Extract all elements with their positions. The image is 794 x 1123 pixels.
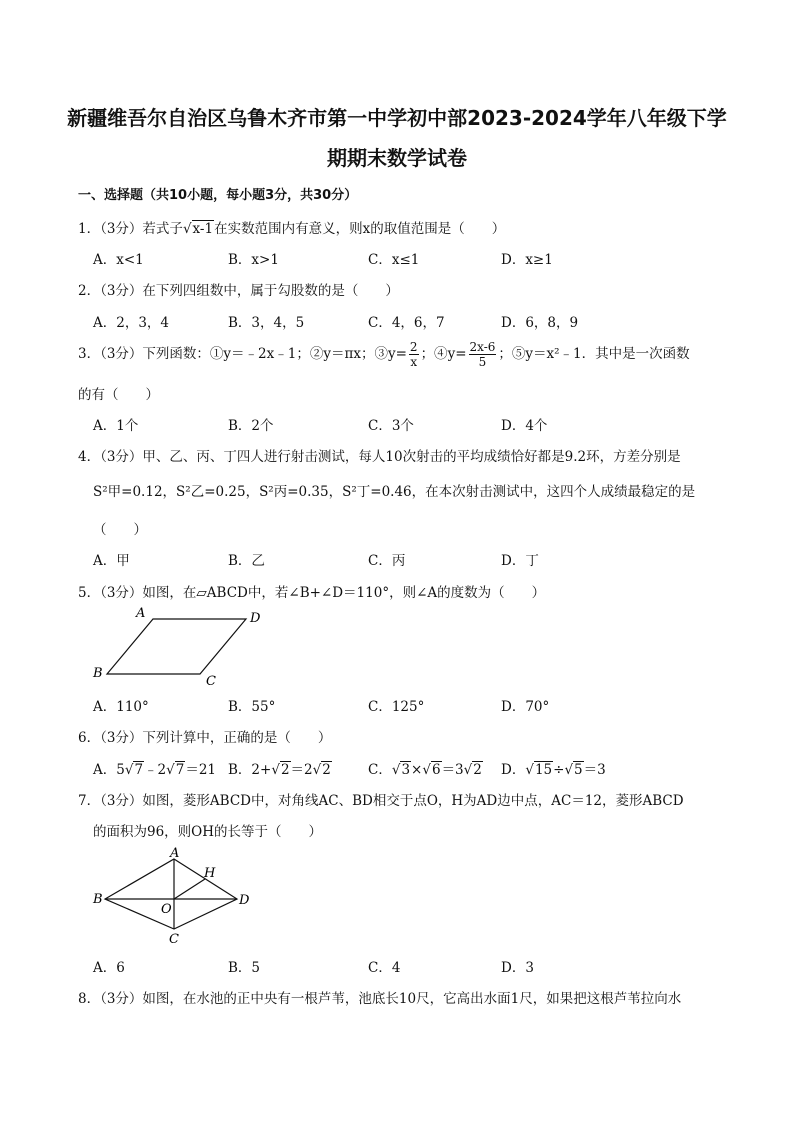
- q6-d-part2: ÷: [553, 762, 565, 778]
- variance-jia: S²甲=0.12: [93, 484, 163, 500]
- q3-f1-lhs: y=: [387, 346, 407, 362]
- question-7: 7．（3分）如图，菱形ABCD中，对角线AC、BD相交于点O，H为AD边中点，AC＝12，菱形ABCD: [78, 793, 684, 809]
- q6-c-radicand2: 6: [431, 762, 441, 778]
- question-6: 6．（3分）下列计算中，正确的是（ ）: [78, 730, 332, 746]
- q3-f1-den: x: [410, 355, 418, 369]
- q6-a-part3: ＝21: [185, 762, 217, 778]
- label-d: D: [239, 893, 250, 908]
- q7-option-d[interactable]: D．3: [501, 960, 534, 976]
- variance-yi: S²乙=0.25: [176, 484, 246, 500]
- rhombus-abcd: [105, 859, 237, 929]
- section-heading: 一、选择题（共10小题，每小题3分，共30分）: [78, 188, 358, 203]
- q7-option-a[interactable]: A．6: [93, 960, 125, 976]
- q2-option-c[interactable]: C．4，6，7: [368, 315, 445, 331]
- q6-option-b[interactable]: B．2+√2＝2√2: [228, 762, 331, 778]
- q3-f1-num: 2: [409, 340, 418, 354]
- q6-a-part2: ﹣2: [144, 762, 167, 778]
- q4-option-c[interactable]: C．丙: [368, 553, 406, 569]
- q5-option-d[interactable]: D．70°: [501, 699, 550, 715]
- sqrt-symbol: √: [182, 221, 192, 237]
- q3-option-d[interactable]: D．4个: [501, 418, 548, 434]
- q1-option-a[interactable]: A．x<1: [93, 252, 144, 268]
- q4-option-a[interactable]: A．甲: [93, 553, 130, 569]
- label-h: H: [204, 866, 216, 881]
- q1-option-c[interactable]: C．x≤1: [368, 252, 420, 268]
- q6-a-radicand1: 7: [134, 762, 144, 778]
- q3-f2-lhs: y=: [447, 346, 467, 362]
- q6-a-radicand2: 7: [175, 762, 185, 778]
- q6-c-radicand3: 2: [473, 762, 482, 778]
- q2-option-b[interactable]: B．3，4，5: [228, 315, 305, 331]
- question-4: 4．（3分）甲、乙、丙、丁四人进行射击测试，每人10次射击的平均成绩恰好都是9.2环，方差分别是: [78, 449, 681, 465]
- q4-sep-2: ，: [245, 484, 260, 500]
- q6-c-part2: ×: [411, 762, 423, 778]
- question-3: [78, 340, 690, 369]
- variance-ding: S²丁=0.46: [342, 484, 412, 500]
- q3-option-c[interactable]: C．3个: [368, 418, 414, 434]
- q7-line2: 的面积为96，则OH的长等于（ ）: [93, 824, 323, 840]
- label-a: A: [170, 846, 180, 861]
- q6-b-radicand1: 2: [280, 762, 290, 778]
- q6-b-part1: B．2+: [228, 762, 272, 778]
- label-d: D: [250, 611, 261, 626]
- label-b: B: [93, 666, 103, 681]
- q6-b-radicand2: 2: [322, 762, 331, 778]
- q3-line2: 的有（ ）: [78, 387, 159, 403]
- q4-variances: [93, 480, 695, 500]
- q6-d-part3: ＝3: [583, 762, 606, 778]
- q6-d-part1: D．: [501, 762, 526, 778]
- q5-option-a[interactable]: A．110°: [93, 699, 149, 715]
- parallelogram-abcd: [107, 619, 246, 674]
- label-o: O: [161, 902, 172, 917]
- exam-title-line2: 期期末数学试卷: [327, 146, 467, 170]
- label-a: A: [136, 606, 146, 621]
- q6-d-radicand2: 5: [574, 762, 583, 778]
- q1-prefix: 1．（3分）若式子: [78, 221, 183, 237]
- q5-option-b[interactable]: B．55°: [228, 699, 276, 715]
- parallelogram-figure: [90, 600, 280, 690]
- fraction-2x6-over-5: [469, 340, 497, 369]
- q6-c-radicand1: 3: [401, 762, 411, 778]
- q6-option-c[interactable]: C．√3×√6＝3√2: [368, 762, 482, 778]
- q3-part1: 3．（3分）下列函数：①y＝﹣2x﹣1；②y＝πx；③: [78, 346, 388, 362]
- q4-option-b[interactable]: B．乙: [228, 553, 265, 569]
- q1-suffix: 在实数范围内有意义，则x的取值范围是（ ）: [214, 221, 506, 237]
- q3-part3: ；⑤y＝x²﹣1．其中是一次函数: [498, 346, 690, 362]
- q4-line3: （ ）: [93, 522, 147, 538]
- q4-sep-3: ，: [328, 484, 343, 500]
- segment-oh: [174, 879, 205, 899]
- q6-d-radicand1: 15: [534, 762, 553, 778]
- exam-title-line1: 新疆维吾尔自治区乌鲁木齐市第一中学初中部2023-2024学年八年级下学: [67, 106, 727, 130]
- q6-c-part1: C．: [368, 762, 392, 778]
- question-1: [78, 217, 505, 237]
- question-2: 2．（3分）在下列四组数中，属于勾股数的是（ ）: [78, 283, 399, 299]
- label-b: B: [93, 892, 103, 907]
- label-c: C: [206, 674, 216, 689]
- label-c: C: [169, 932, 179, 947]
- q3-option-a[interactable]: A．1个: [93, 418, 139, 434]
- q6-option-d[interactable]: D．√15÷√5＝3: [501, 762, 606, 778]
- variance-bing: S²丙=0.35: [259, 484, 329, 500]
- q7-option-b[interactable]: B．5: [228, 960, 261, 976]
- rhombus-figure: [88, 843, 263, 948]
- q3-f2-den: 5: [478, 355, 487, 369]
- q6-option-a[interactable]: A．5√7﹣2√7＝21: [93, 762, 217, 778]
- q4-option-d[interactable]: D．丁: [501, 553, 539, 569]
- q6-a-part1: A．5: [93, 762, 125, 778]
- q6-c-part3: ＝3: [441, 762, 464, 778]
- q3-option-b[interactable]: B．2个: [228, 418, 274, 434]
- q3-f2-num: 2x-6: [469, 340, 496, 354]
- q4-tail: ，在本次射击测试中，这四个人成绩最稳定的是: [411, 484, 696, 500]
- q7-option-c[interactable]: C．4: [368, 960, 401, 976]
- q3-part2: ；④: [420, 346, 448, 362]
- q1-option-b[interactable]: B．x>1: [228, 252, 279, 268]
- q1-option-d[interactable]: D．x≥1: [501, 252, 553, 268]
- q4-sep-1: ，: [162, 484, 177, 500]
- question-5: 5．（3分）如图，在▱ABCD中，若∠B+∠D＝110°，则∠A的度数为（ ）: [78, 585, 546, 601]
- q2-option-d[interactable]: D．6，8，9: [501, 315, 579, 331]
- q6-b-part2: ＝2: [290, 762, 313, 778]
- question-8: 8．（3分）如图，在水池的正中央有一根芦苇，池底长10尺，它高出水面1尺，如果把这根芦苇拉向水: [78, 991, 682, 1007]
- q2-option-a[interactable]: A．2，3，4: [93, 315, 170, 331]
- fraction-2-over-x: [409, 340, 419, 369]
- q1-radicand: x-1: [192, 221, 214, 237]
- q5-option-c[interactable]: C．125°: [368, 699, 425, 715]
